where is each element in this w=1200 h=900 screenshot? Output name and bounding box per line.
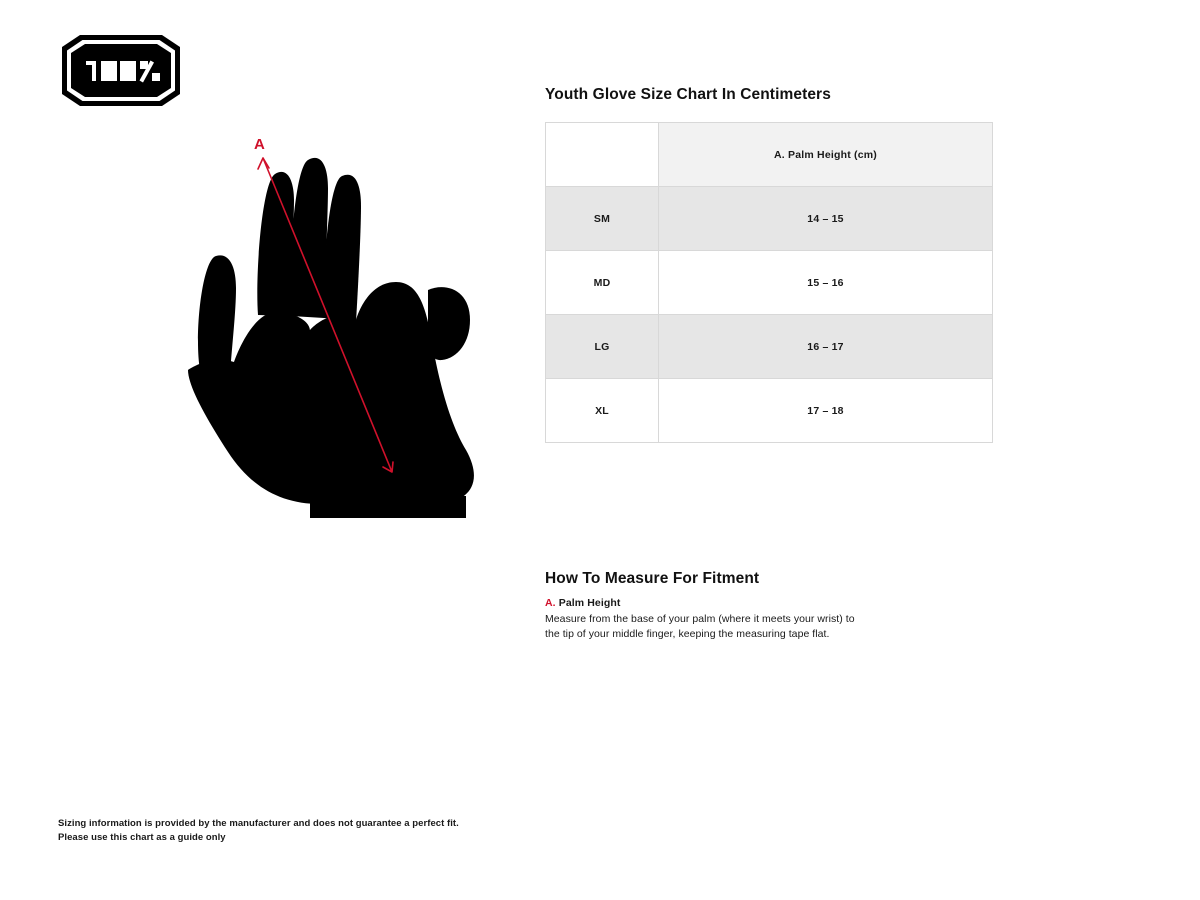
size-label: MD	[546, 251, 659, 315]
table-row	[546, 187, 993, 251]
disclaimer	[58, 817, 578, 844]
table-row	[546, 379, 993, 443]
how-to-measure-item-heading	[545, 597, 855, 609]
size-chart-section	[545, 86, 992, 443]
how-to-measure-item-body: Measure from the base of your palm (where it meets your wrist) to the tip of your middle finger, keeping the measuring tape flat.	[545, 613, 855, 640]
disclaimer-line-1: Sizing information is provided by the manufacturer and does not guarantee a perfect fit.	[58, 818, 459, 829]
size-label: LG	[546, 315, 659, 379]
palm-height-value: 15 – 16	[659, 251, 993, 315]
item-marker: A.	[545, 597, 556, 609]
table-row	[546, 251, 993, 315]
how-to-measure-section	[545, 570, 855, 641]
how-to-measure-title: How To Measure For Fitment	[545, 570, 760, 587]
measure-label-a: A	[254, 136, 266, 153]
open-hand-silhouette	[188, 158, 474, 518]
size-label: SM	[546, 187, 659, 251]
item-title: Palm Height	[558, 597, 621, 609]
page-title: Youth Glove Size Chart In Centimeters	[545, 86, 831, 103]
table-row	[546, 315, 993, 379]
size-label: XL	[546, 379, 659, 443]
palm-height-value: 14 – 15	[659, 187, 993, 251]
column-header-palm-height: A. Palm Height (cm)	[659, 123, 993, 187]
palm-height-value: 16 – 17	[659, 315, 993, 379]
table-corner-cell	[546, 123, 659, 187]
size-chart-table	[545, 122, 993, 443]
palm-height-value: 17 – 18	[659, 379, 993, 443]
hand-illustration	[170, 130, 520, 520]
table-header-row	[546, 123, 993, 187]
brand-logo	[60, 33, 182, 108]
disclaimer-line-2: Please use this chart as a guide only	[58, 831, 226, 843]
